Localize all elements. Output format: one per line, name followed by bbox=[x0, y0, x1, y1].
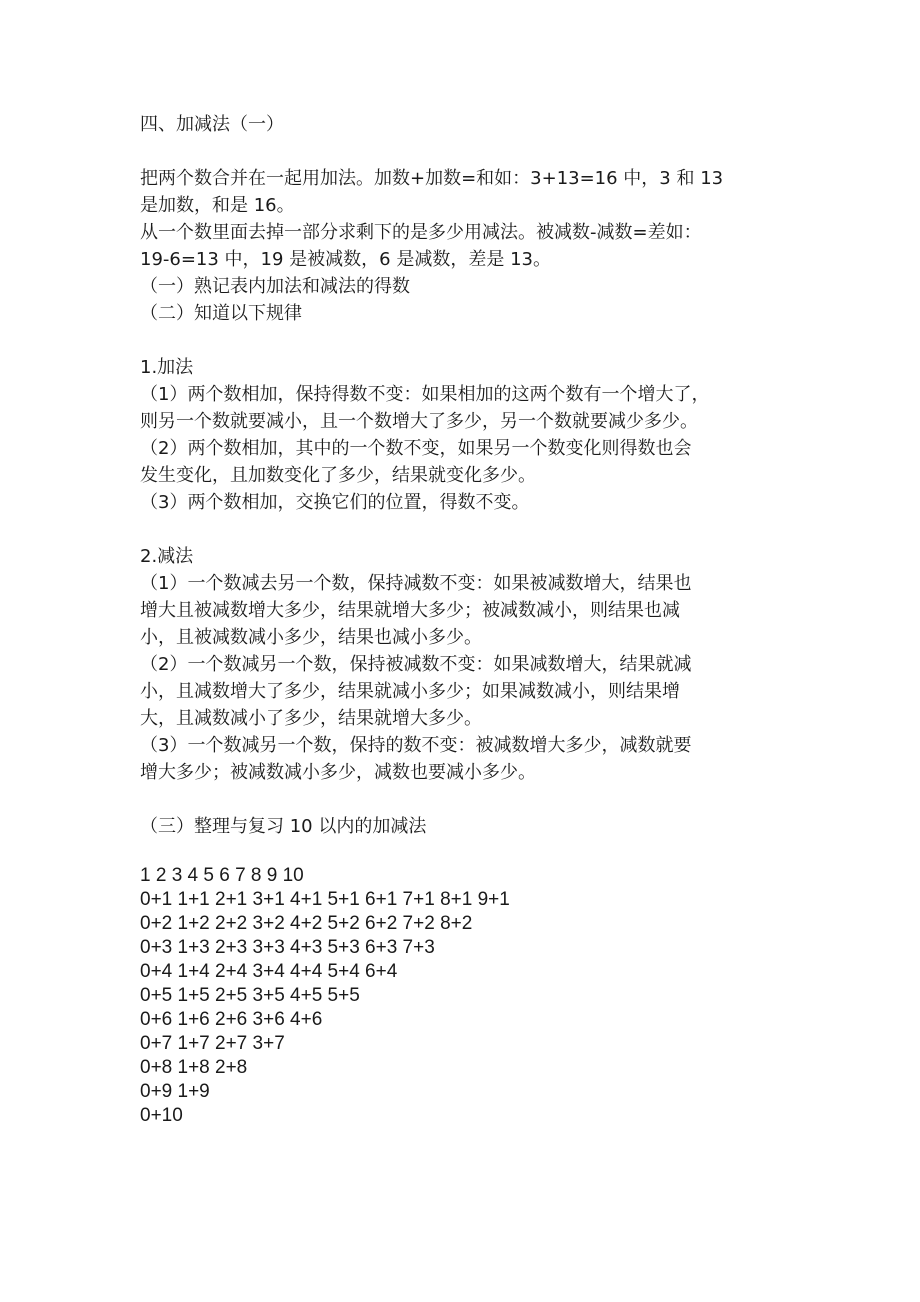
addition-table-row: 0+7 1+7 2+7 3+7 bbox=[140, 1033, 285, 1054]
intro-line: 19-6=13 中，19 是被减数，6 是减数，差是 13。 bbox=[140, 249, 551, 270]
addition-line: （3）两个数相加，交换它们的位置，得数不变。 bbox=[140, 492, 530, 513]
subtraction-line: 小，且减数增大了多少，结果就减小多少；如果减数减小，则结果增 bbox=[140, 681, 680, 702]
spacer bbox=[140, 516, 800, 543]
subtraction-line: 增大且被减数增大多少，结果就增大多少；被减数减小，则结果也减 bbox=[140, 600, 680, 621]
spacer bbox=[140, 786, 800, 813]
addition-table-row: 0+8 1+8 2+8 bbox=[140, 1057, 248, 1078]
subtraction-line: （1）一个数减去另一个数，保持减数不变：如果被减数增大，结果也 bbox=[140, 573, 692, 594]
spacer bbox=[140, 840, 800, 864]
addition-line: 发生变化，且加数变化了多少，结果就变化多少。 bbox=[140, 465, 536, 486]
intro-line: （二）知道以下规律 bbox=[140, 303, 302, 324]
subtraction-line: 小，且被减数减小多少，结果也减小多少。 bbox=[140, 627, 482, 648]
addition-table-row: 0+10 bbox=[140, 1105, 183, 1126]
intro-line: 把两个数合并在一起用加法。加数+加数=和如：3+13=16 中，3 和 13 bbox=[140, 168, 724, 189]
subtraction-line: 大，且减数减小了多少，结果就增大多少。 bbox=[140, 708, 482, 729]
subtraction-line: 增大多少；被减数减小多少，减数也要减小多少。 bbox=[140, 762, 536, 783]
document-page bbox=[140, 111, 800, 1128]
spacer bbox=[140, 138, 800, 165]
subtraction-line: （2）一个数减另一个数，保持被减数不变：如果减数增大，结果就减 bbox=[140, 654, 692, 675]
spacer bbox=[140, 327, 800, 354]
addition-table-row: 0+3 1+3 2+3 3+3 4+3 5+3 6+3 7+3 bbox=[140, 937, 435, 958]
addition-heading: 1.加法 bbox=[140, 357, 194, 378]
intro-line: 从一个数里面去掉一部分求剩下的是多少用减法。被减数-减数=差如： bbox=[140, 222, 702, 243]
addition-line: （2）两个数相加，其中的一个数不变，如果另一个数变化则得数也会 bbox=[140, 438, 692, 459]
intro-line: （一）熟记表内加法和减法的得数 bbox=[140, 276, 410, 297]
addition-table-row: 0+6 1+6 2+6 3+6 4+6 bbox=[140, 1009, 323, 1030]
addition-line: （1）两个数相加，保持得数不变：如果相加的这两个数有一个增大了， bbox=[140, 384, 710, 405]
intro-line: 是加数，和是 16。 bbox=[140, 195, 295, 216]
addition-table-row: 0+1 1+1 2+1 3+1 4+1 5+1 6+1 7+1 8+1 9+1 bbox=[140, 889, 510, 910]
section-title: 四、加减法（一） bbox=[140, 114, 284, 135]
subtraction-line: （3）一个数减另一个数，保持的数不变：被减数增大多少，减数就要 bbox=[140, 735, 692, 756]
addition-table-row: 0+9 1+9 bbox=[140, 1081, 210, 1102]
addition-table-row: 0+5 1+5 2+5 3+5 4+5 5+5 bbox=[140, 985, 360, 1006]
subtraction-heading: 2.减法 bbox=[140, 546, 194, 567]
addition-table-row: 0+4 1+4 2+4 3+4 4+4 5+4 6+4 bbox=[140, 961, 398, 982]
review-heading: （三）整理与复习 10 以内的加减法 bbox=[140, 816, 427, 837]
addition-line: 则另一个数就要减小，且一个数增大了多少，另一个数就要减少多少。 bbox=[140, 411, 698, 432]
addition-table-row: 1 2 3 4 5 6 7 8 9 10 bbox=[140, 865, 304, 886]
addition-table-row: 0+2 1+2 2+2 3+2 4+2 5+2 6+2 7+2 8+2 bbox=[140, 913, 473, 934]
